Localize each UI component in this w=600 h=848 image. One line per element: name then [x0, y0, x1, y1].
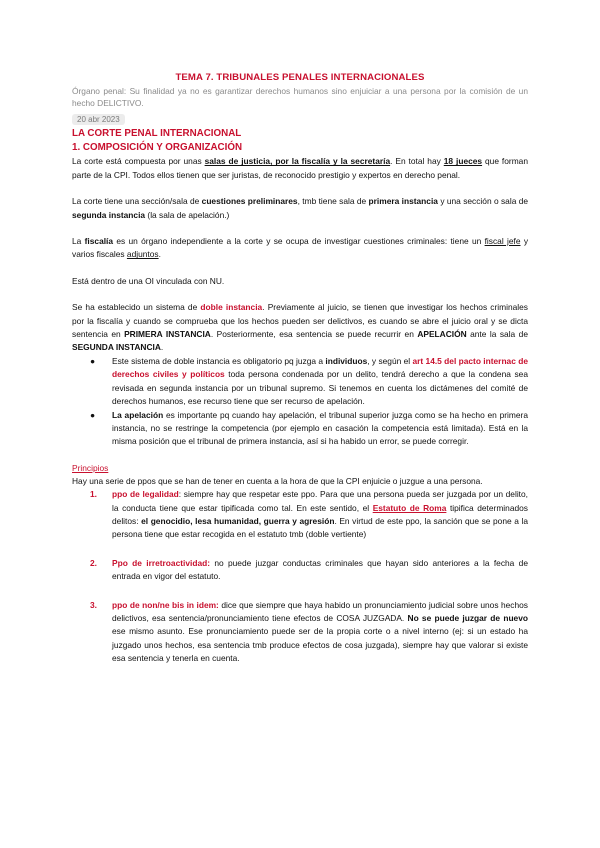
paragraph-fiscalia: La fiscalía es un órgano independiente a la corte y se ocupa de investigar cuestiones criminales: tiene un fiscal jefe y varios fiscales adjuntos. [72, 236, 529, 260]
paragraph-salas: La corte tiene una sección/sala de cuestiones preliminares, tmb tiene sala de primera instancia y una sección o sala de segunda instancia (la sala de apelación.) [72, 196, 529, 220]
list-item: ● Este sistema de doble instancia es obligatorio pq juzga a individuos, y según el art 14.5 del pacto internac de derechos civiles y políticos toda persona condenada por un delito, tendrá derecho a que la condena sea revisada en segunda instancia por un tribunal supremo. Si tenemos en cuenta los dictámenes del comité de derechos humanos, ese recurso tiene que ser recurso de apelación. [90, 355, 528, 407]
list-item: 3. ppo de non/ne bis in idem: dice que siempre que haya habido un pronunciamiento judicial sobre unos hechos delictivos, esa sentencia/pronunciamiento tiene efectos de COSA JUZGADA. No se puede juzgar de nuevo ese mismo asunto. Ese pronunciamiento puede ser de la propia corte o a nivel interno (ej: si un estado ha juzgado unos hechos, esa sentencia tmb produce efectos de cosa juzgada), siempre hay que valorar si existe esa sentencia y tenerla en cuenta. [90, 599, 528, 664]
list-item: ● La apelación es importante pq cuando hay apelación, el tribunal superior juzga como se ha hecho en primera instancia, no se restringe la competencia (por ejemplo en casación la competencia está limitada). Está en la misma posición que el tribunal de primera instancia, así si ha habido un error, se puede corregir. [90, 409, 528, 447]
document-subtitle: Órgano penal: Su finalidad ya no es garantizar derechos humanos sino enjuiciar a una persona por la comisión de un hecho DELICTIVO. [72, 86, 528, 109]
list-item: 1. ppo de legalidad: siempre hay que respetar este ppo. Para que una persona pueda ser juzgada por un delito, la conducta tiene que estar tipificada como tal. En este sentido, el Estatuto de Roma tipifica determinados delitos: el genocidio, lesa humanidad, guerra y agresión. En virtud de este ppo, la sanción que se pone a la persona tiene que estar recogida en el estatuto tmb (doble vertiente) [90, 489, 528, 540]
bullet-list [72, 355, 528, 449]
list-item: 2. Ppo de irretroactividad: no puede juzgar conductas criminales que hayan sido anteriores a la fecha de entrada en vigor del estatuto. [90, 557, 528, 582]
principios-heading: Principios [72, 462, 109, 473]
paragraph-composicion: La corte está compuesta por unas salas de justicia, por la fiscalía y la secretaría. En total hay 18 jueces que forman parte de la CPI. Todos ellos tienen que ser juristas, de reconocido prestigio y expertos en derecho penal. [72, 156, 528, 180]
subsection-heading: 1. COMPOSICIÓN Y ORGANIZACIÓN [72, 142, 243, 154]
section-heading: LA CORTE PENAL INTERNACIONAL [72, 128, 242, 140]
principios-intro: Hay una serie de ppos que se han de tener en cuenta a la hora de que la CPI enjuicie o juzgue a una persona. [72, 475, 483, 486]
paragraph-oi: Está dentro de una OI vinculada con NU. [72, 275, 225, 286]
date-badge: 20 abr 2023 [72, 114, 125, 125]
paragraph-doble-instancia: Se ha establecido un sistema de doble instancia. Previamente al juicio, se tienen que investigar los hechos criminales por la fiscalía y cuando se comprueba que los hechos pueden ser delictivos, es cuando se abre el juicio oral y se dicta sentencia en PRIMERA INSTANCIA. Posteriormente, esa sentencia se puede recurrir en APELACIÓN ante la sala de SEGUNDA INSTANCIA. [72, 302, 528, 353]
bullet-icon: ● [90, 355, 96, 366]
document-title: TEMA 7. TRIBUNALES PENALES INTERNACIONALES [175, 72, 425, 83]
document-page [72, 72, 528, 666]
bullet-icon: ● [90, 409, 96, 420]
principios-list [72, 488, 528, 665]
